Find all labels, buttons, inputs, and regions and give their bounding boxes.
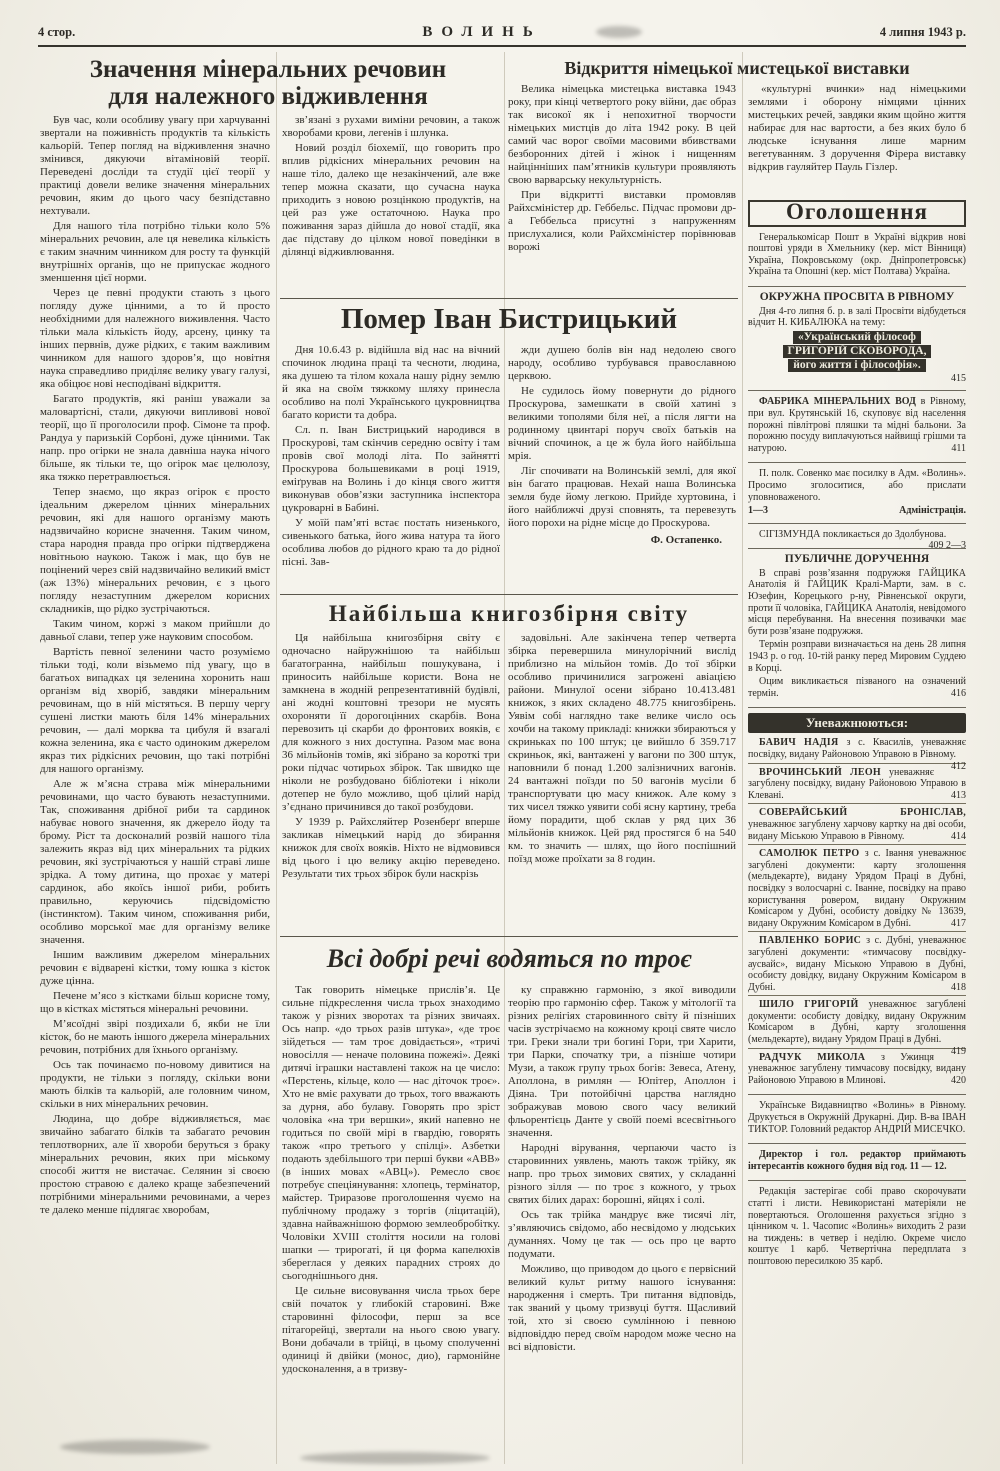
paragraph: Іншим важливим джерелом мінеральних речовин є відварені кістки, тому юшка з кісток дуже цінна. bbox=[40, 949, 270, 987]
masthead-rule bbox=[38, 45, 966, 47]
prosvita-title: ОКРУЖНА ПРОСВІТА В РІВНОМУ bbox=[759, 290, 955, 303]
ad-number: 415 bbox=[951, 372, 966, 384]
three-things-column-2 bbox=[508, 984, 736, 1464]
public-summons-title: ПУБЛИЧНЕ ДОРУЧЕННЯ bbox=[784, 553, 930, 566]
paragraph: Для нашого тіла потрібно тільки коло 5% мінеральних речовин, але ця невелика кількість є таким значним чинником для росту та функцій внутрішніх органів, що не припускає жодного зменшення цієї норми. bbox=[40, 220, 270, 284]
mineral-water-ad-lead: ФАБРИКА МІНЕРАЛЬНИХ ВОД bbox=[759, 396, 916, 408]
newspaper-title: ВОЛИНЬ bbox=[422, 24, 542, 40]
lecture-topic-line2: ГРИГОРІЙ СКОВОРОДА, bbox=[783, 345, 932, 358]
director-hours-text: Директор і гол. редактор приймають інтересантів кожного будня від год. 11 — 12. bbox=[748, 1149, 966, 1172]
section-rule bbox=[280, 298, 738, 299]
lecture-topic-line3: його життя і філософія». bbox=[788, 359, 925, 372]
ad-number: 420 bbox=[951, 1074, 966, 1086]
paragraph: жди душею болів він над недолею свого народу, особливо турбувався православною церквою. bbox=[508, 344, 736, 382]
sovenko-notice-footer bbox=[748, 505, 966, 517]
obituary-signature: Ф. Остапенко. bbox=[650, 534, 722, 546]
announcements-column bbox=[748, 200, 966, 1464]
invalidated-documents-header: Уневажнюються: bbox=[748, 713, 966, 733]
ad-number: 413 bbox=[951, 789, 966, 801]
library-article-title: Найбільша книгозбірня світу bbox=[328, 601, 690, 626]
obituary-column-2 bbox=[508, 344, 736, 592]
ink-blot bbox=[596, 26, 642, 38]
issue-count: 1—3 bbox=[748, 505, 768, 517]
obituary-column-2-text bbox=[508, 344, 736, 530]
column-rule bbox=[742, 52, 743, 1464]
paragraph: Печене м’ясо з кістками більш корисне тому, що в кістках містяться мінеральні речовини. bbox=[40, 990, 270, 1015]
classified-notice: СОВЕРАЙСЬКИЙ БРОНІСЛАВ, уневажнює загублену харчову картку на дві особи, видану Міською Управою в Рівному. 414 bbox=[748, 803, 966, 842]
sigizmunda-notice-text bbox=[748, 528, 966, 552]
classified-notice: ВРОЧИНСЬКИЙ ЛЕОН уневажняє загублену посвідку, видану Районовою Управою в Клевані. 413 bbox=[748, 763, 966, 802]
ad-number: 417 bbox=[951, 917, 966, 929]
paragraph: зв’язані з рухами виміни речовин, а також хворобами крови, легенів і шлунка. bbox=[282, 114, 500, 139]
editorial-policy-note bbox=[748, 1180, 966, 1275]
paragraph: Через це певні продукти стають з цього погляду дуже цінними, а то й просто необхідними для належного виживлення. Часто тільки мала кількість йоду, арсену, цинку та інших первнів, дуже рідких, є таким важливим чинником для нашого здоров’я, що новітня наука справедливо приділяє велику увагу галузі, яка обіцює нові несподівані відкриття. bbox=[40, 287, 270, 390]
three-things-title: Всі добрі речі водяться по троє bbox=[326, 944, 692, 973]
column-rule bbox=[504, 52, 505, 1464]
paragraph: Ця найбільша книгозбірня світу є одночасно найружнішою та найбільш багатогранна, найбільш пошукувана, і приносить найбільше користи. Вона не замкнена в жодній репрезентативній будівлі, ані жодні коштовні трезори не мусять охороняти її дорогоцінних скарбів. Вона перевозить ці скарби до фронтових вояків, є для кожного з них доступна. Разом має вона 36 мільйонів томів, які зібрано за короткі три роки підчас чотирьох збірок. Так швидко ще ніколи не розбудовано бібліотеки і ніколи дотепер не було можливо, щоб цілий нарід з’єднано причинився до такої розбудови. bbox=[282, 632, 500, 813]
paragraph: Велика німецька мистецька виставка 1943 року, при кінці четвертого року війни, дає образ так високої як і непохитної творчости німецьких мистців до літа 1942 року. В цей самий час ворог своїми масовими вбивствами безборонних дітей і жінок і нищенням найцінніших пам’ятників культури проявляють свою варварську некультурність. bbox=[508, 83, 736, 186]
mineral-water-ad-text bbox=[748, 396, 966, 454]
public-summons-p3-text: Оцим викликається пізваного на означений термін. bbox=[748, 676, 966, 699]
ad-number: 416 bbox=[951, 687, 966, 699]
ad-number: 419 bbox=[951, 1045, 966, 1057]
paragraph: Був час, коли особливу увагу при харчуванні звертали на поживність продуктів та кількість кальорій. Тепер погляд на відживлення значно змінився, дякуючи вітаміновій теорії. Переведені досліди та студії цієї теорії у практиці довели велике значення мінеральних речовин, яким до цього часу безпідставно нехтували. bbox=[40, 114, 270, 217]
ad-number: 412 bbox=[951, 760, 966, 772]
paragraph: У 1939 р. Райхсляйтер Розенберґ вперше закликав німецький нарід до збирання книжок для своїх вояків. Ніхто не відмовився від цього і цю велику акцію переведено. Результати тих трьох збірок були наскрізь bbox=[282, 816, 500, 880]
paragraph: Дня 10.6.43 р. відійшла від нас на вічний спочинок людина праці та чесноти, людина, яка душею та тілом кохала нашу рідну землю й яка на своїм тяжкому шляху принесла особливо на полі Українського цукровництва багато користи та добра. bbox=[282, 344, 500, 421]
sovenko-notice bbox=[748, 462, 966, 522]
paragraph: Людина, що добре відживляється, має звичайно забагато білків та забагато речовин теплотворних, але її хвороби беруться з браку мінеральних речовин, яких при міському способі життя не вистачає. Селянин зі своєю простою стравою є далеко краще забезпечений потрібними мінеральними речовинами, а через те далеко менше підлягає хворобам, bbox=[40, 1113, 270, 1216]
invalidated-documents-block bbox=[748, 707, 966, 1094]
paragraph: ку справжню гармонію, з якої виводили теорію про гармонію сфер. Також у мітології та різних релігіях старовинного світу й пізніших часів зустрічаємо на кожному кроці святе число три. Греки знали три богині Гори, три Харити, три Парки, спочатку три, а пізніше чотири Музи, а також групу трьох богів: Зевеса, Атену, Аполлона, в римлян — Юпітер, Аполлон і Діяна. Три потойбічні царства наглядно зображував мовою свого часу великий фльорентієць Данте у своїй поемі всесвітнього значення. bbox=[508, 984, 736, 1139]
administration-signature: Адміністрація. bbox=[899, 505, 966, 517]
paragraph: Сл. п. Іван Бистрицький народився в Проскурові, там скінчив середню освіту і там провів свої молоді літа. По зайнятті Проскурова большевиками в році 1919, еміґрував на Волинь і до кінця свого життя виконував обов’язки заступника інспектора цукроварні в Бабині. bbox=[282, 424, 500, 514]
ad-number: 409 2—3 bbox=[928, 540, 966, 552]
obituary-column-1 bbox=[282, 344, 500, 594]
paragraph: Ось так трійка мандрує вже тисячі літ, з’являючись свідомо, або несвідомо у людських думаннях. Чому це так — ось про це варто подумати. bbox=[508, 1209, 736, 1260]
paragraph: Але ж м’ясна страва між мінеральними речовинами, що часто бувають незаступними. Так, споживання дрібної риби та сардинок набуває нового значення, як джерело йоду та брому. Ріст та досконалий розвій нашого тіла залежить якраз від цих мінеральних та рідких речовин, які зустрічаються у нашій страві лише зрідка. А тому дитина, що прохає у матері сардинок, або якоїсь іншої риби, робить правильно, керуючись підсвідомістю (інстинктом). Таким чином, споживання риби, особливо морської має для організму велике значення. bbox=[40, 778, 270, 946]
mineral-water-ad-body: в Рівному, при вул. Крутянській 16, скуповує від населення порожні півлітрові пляшки та мідні бальони. За порожню посуду виплачуються найвищі грішми та натурою. bbox=[748, 396, 966, 454]
invalidated-documents-list bbox=[748, 737, 966, 1086]
paragraph: Таким чином, коржі з маком прийшли до давньої слави, тепер уже науковим способом. bbox=[40, 618, 270, 643]
exhibition-column-1 bbox=[508, 83, 736, 296]
paragraph: Вартість певної зеленини часто розуміємо тільки тоді, коли візьмемо під увагу, що в багатьох випадках ця зеленина хоронить наш організм від хворіб, завдяки мінеральним речовинам, що в ній містяться. В першу чергу сушені листки мають біля 14% мінеральних речовин, — далі морква та цибуля й взагалі кожна зеленина, яка є часто одиноким джерелом якраз тих рідкісних речовин, що такі потрібні для нашого організму. bbox=[40, 646, 270, 775]
minerals-article-title bbox=[42, 56, 494, 110]
paragraph: Так говорить німецьке прислів’я. Це сильне підкреслення числа трьох знаходимо також у різних зворотах та різних звичаях. Ось напр. «до трьох разів штука», «де троє зійдеться — там троє довідається», «тричі новосілля — неначе половина пожежі». Деякі дитячі іграшки наставлені також на це число: «Перстень, кільце, коло — нас діточок троє». Хто не вміє рахувати до трьох, того вважають за дурня, або булаву. Говорять про зріст чоловіка «на три вершки», який напевно не годиться по своїй мірі в гвардію, говорять також «про третього у спілці». Азбетки подають здебільшого три перші букви «АВВ» (в інших мовах «АВЦ»). Ремесло своє потребує спеціянування: хлопець, термінатор, майстер. Триразове проголошення чуємо на публічному продажу з торгів (ліцитацій), здавна найважнішою формою землеобробітку. Чоловіки XVIII століття носили на голові шапки — трирогаті, й ця форма капелюхів збереглася у деяких парадних строях до сьогоднішнього дня. bbox=[282, 984, 500, 1282]
public-summons-p2: Термін розправи визначається на день 28 липня 1943 р. о год. 10-тій ранку перед Мировим Суддею в Корці. bbox=[748, 639, 966, 674]
paragraph: У моїй пам’яті встає постать низенького, сивенького батька, його жива натура та його особлива любов до рідного краю та до рідної пісні. Зав- bbox=[282, 517, 500, 568]
paragraph: Народні вірування, черпаючи часто із старовинних уявлень, мають також трійку, як напр. про трьох зимових святих, у складанні різного зілля — по троє з кожного, у трьох святих білих дарах: борошні, яйцях і солі. bbox=[508, 1142, 736, 1206]
classified-notice: ШИЛО ГРИГОРІЙ уневажнює загублені документи: особисту довідку, видану Окружним Комісаром в Дубні, карту зголошення (мельдекарте), видану Урядом Праці в Дубні. 419 bbox=[748, 995, 966, 1045]
paragraph: Ось так починаємо по-новому дивитися на продукти, не тільки з погляду, скільки вони мають білків та кальорій, але головним чином, скільки в них мінеральних речовин. bbox=[40, 1059, 270, 1110]
section-rule bbox=[280, 936, 738, 937]
paragraph: При відкритті виставки промовляв Райхсміністер др. Геббельс. Підчас промови др-а Геббельса присутні з напруженням прислухалися, коли Райхсміністер порівнював ворожі bbox=[508, 189, 736, 253]
minerals-title-line1: Значення мінеральних речовин bbox=[89, 56, 447, 83]
publisher-imprint: Українське Видавництво «Волинь» в Рівному. Друкується в Окружній Друкарні. Дир. В-ва ІВАН ТИКТОР. Головний редактор АНДРІЙ МИСЕЧКО. bbox=[748, 1100, 966, 1135]
classified-notice: БАВИЧ НАДІЯ з с. Квасилів, уневажняє посвідку, видану Районовою Управою в Рівному. 412 bbox=[748, 737, 966, 772]
classified-notice: САМОЛЮК ПЕТРО з с. Івання уневажнює загублені документи: карту зголошення (мельдекарте), видану Урядом Праці в Дубні, посвідку з волосчарні с. Іванне, посвідку на право користування ровером, видану Окружним Комісаром у Дубні, особисту довідку № 13639, видану Окружним Комісаром в Дубні. 417 bbox=[748, 844, 966, 929]
library-column-2 bbox=[508, 632, 736, 934]
section-rule bbox=[280, 594, 738, 595]
director-hours-note bbox=[748, 1143, 966, 1180]
announcements-header: Оголошення bbox=[748, 200, 966, 227]
classified-notice: РАДЧУК МИКОЛА з Ужинця уневажнює загублену тимчасову посвідку, видану Районовою Управою в Млинові. 420 bbox=[748, 1048, 966, 1087]
classified-notice: ПАВЛЕНКО БОРИС з с. Дубні, уневажнює загублені документи: «тимчасову посвідку-аусвайс», видану Міською Управою в Дубні, особисту довідку, видану Окружним Комісаром в Дубні. 418 bbox=[748, 931, 966, 993]
minerals-column-2 bbox=[282, 114, 500, 296]
minerals-title-line2: для належного відживлення bbox=[108, 83, 428, 110]
paragraph: Можливо, що приводом до цього є первісний великий культ ритму нашого існування: народження і смерть. Три питання відповідь, так званий у цьому тризвуці буття. Щасливий той, хто зі своєю сумлінною і певною відповіддю перед своїм народом може чесно на всі відповісти. bbox=[508, 1263, 736, 1353]
issue-date: 4 липня 1943 р. bbox=[879, 25, 966, 39]
sigizmunda-body: СІГІЗМУНДА покликається до Здолбунова. bbox=[759, 528, 947, 540]
public-summons-p1: В справі розв’язання подружжя ГАЙЦИКА Анатолія й ГАЙЦИК Кралі-Марти, зам. в с. Юзефин, Корецького р-ну, Рівненської округи, проти її чоловіка, ГАЙЦИКА Анатолія, невідомого місця перебування. На внесення позивачки має бути розв’язане подружжя. bbox=[748, 567, 966, 637]
paragraph: Не судилось йому повернути до рідного Проскурова, замешкати в своїй хатині з великими тополями біля неї, а після лягти на родинному цвинтарі поруч своїх батьків на вічний спочинок, а це ж була його найбільша мрія. bbox=[508, 385, 736, 462]
column-rule bbox=[276, 52, 277, 1464]
announcements-block bbox=[748, 200, 966, 286]
public-summons-p3 bbox=[748, 676, 966, 699]
lecture-topic-line1: «Український філософ bbox=[793, 331, 921, 344]
three-things-column-1 bbox=[282, 984, 500, 1464]
sigizmunda-notice bbox=[748, 523, 966, 552]
editorial-policy-text: Редакція застерігає собі право скорочувати статті і листи. Невикористані матеріяли не повертаються. Оголошення рахується згідно з цінником ч. 1. Часопис «Волинь» виходить 2 рази на тиждень: в четвер і неділю. Окреме число коштує 1 карб. Четвертічна передплата з поштовою пересилкою 35 карб. bbox=[748, 1186, 966, 1267]
prosvita-block bbox=[748, 286, 966, 390]
paragraph: Ліг спочивати на Волинській землі, для якої він багато працював. Нехай наша Волинська земля буде йому легкою. Прийде хуртовина, і його найближчі друзі сповнять, та перевезуть його порохи на рідне місце до Проскурова. bbox=[508, 465, 736, 529]
mineral-water-ad bbox=[748, 390, 966, 462]
page-number: 4 стор. bbox=[38, 25, 76, 39]
ink-blot bbox=[300, 1452, 490, 1464]
exhibition-article-title: Відкриття німецької мистецької виставки bbox=[564, 58, 910, 78]
postal-announcement: Генералькомісар Пошт в Україні відкрив нові поштові уряди в Хмельнику (кер. міст Вінниця) Україна, Покровському (окр. Дніпропетровськ) Україна та Опошні (кер. міст Полтава) Україна. bbox=[748, 231, 966, 278]
paragraph: Новий розділ біохемії, що говорить про вплив рідкісних мінеральних речовин на наше тіло, далеко ще незакінчений, але вже тепер можна сказати, що сучасна наука приходить з новою розцінкою продуктів, на цей раз уже остаточною. Наука про поживання зараз дійшла до нової стадії, яка дає підставу до цілком нової поведінки в ділянці відживлювання. bbox=[282, 142, 500, 258]
paragraph: «культурні вчинки» над німецькими землями і оборону німцями цінних мистецьких речей, завдяки яким щойно життя набирає для нас вартости, а без яких було б людське існування лише марним вегетуванням. З доручення Фірера виставку відкрив гауляйтер Пауль Гізлер. bbox=[748, 83, 966, 173]
minerals-column-1 bbox=[40, 114, 270, 1464]
masthead bbox=[38, 24, 966, 41]
paragraph: М’ясоїдні звірі поздихали б, якби не їли кісток, бо не мають іншого джерела мінеральних речовин, потрібних для їхнього організму. bbox=[40, 1018, 270, 1056]
ink-blot bbox=[60, 1440, 210, 1454]
ad-number: 414 bbox=[951, 830, 966, 842]
paragraph: Це сильне висовування числа трьох бере свій початок у глибокій старовині. Вже старовинні філософи, перш за все пітагорейці, звертали на нього свою увагу. Вони добачали в трійці, в цьому сполученні одиниці й двійки (монос, дио), гармонійне удосконалення, а в тризву- bbox=[282, 1285, 500, 1375]
library-column-1 bbox=[282, 632, 500, 934]
paragraph: задовільні. Але закінчена тепер четверта збірка перевершила минулорічний вислід приблизно на мільйон томів. До тої збірки особливо причинилися загрожені авіацією райони. Минулої осени зібрано 10.413.481 книжок, з яких складено 48.775 книгозбірень. Уявім собі наглядно таке велике число ось хочби на такому прикладі: книжки збираються у скриньках по 100 штук; це вийшло б 359.717 скриньок, які, вантажені у вагони по 300 штук, наповнили б понад 1.200 залізничних вагонів. 24 вантажні поїзди по 50 вагонів мусіли б транспортувати цю масу книжок. Але кому з тих чисел тяжко уявити собі ясну картину, треба йому порадити, щоб склав у ряд цих 36 мільйонів книжок. Цей ряд простягся б на 540 км. то значить — шлях, що його поспішний поїзд може проїхати за 8 годин. bbox=[508, 632, 736, 865]
sovenko-notice-text: П. полк. Совенко має посилку в Адм. «Волинь». Просимо зголоситися, або прислати уповноваженого. bbox=[748, 468, 966, 503]
publisher-block bbox=[748, 1094, 966, 1143]
paragraph: Тепер знаємо, що якраз огірок є просто ідеальним джерелом цінних мінеральних речовин, які для нашого організму мають надзвичайно корисне значення. Таким чином, стара народня правда про огірки підтверджена новітньою наукою. Також і мак, що був не поцінений через свій надзвичайно великий вміст (аж 13%) мінеральних речовин, є з цього погляду незаступним джерелом корисних складників, що рідко зустрічаються. bbox=[40, 486, 270, 615]
exhibition-column-2 bbox=[748, 83, 966, 196]
obituary-title: Помер Іван Бистрицький bbox=[340, 303, 678, 335]
ad-number: 411 bbox=[951, 442, 966, 454]
prosvita-intro: Дня 4-го липня б. р. в залі Просвіти відбудеться відчит Н. КИБАЛЮКА на тему: bbox=[748, 305, 966, 329]
public-summons-block bbox=[748, 548, 966, 707]
paragraph: Багато продуктів, які раніш уважали за маловартісні, стали, дякуючи випливові нової теорії, що її проголосили проф. Сімоне та проф. Рандуа у паризькій Сорбоні, дуже цінними. Так напр. про огірки не знала давніша наука нічого більше, як тільки те, що огірок має целюлозу, яка тяжко перетравлюється. bbox=[40, 393, 270, 483]
ad-number: 418 bbox=[951, 981, 966, 993]
